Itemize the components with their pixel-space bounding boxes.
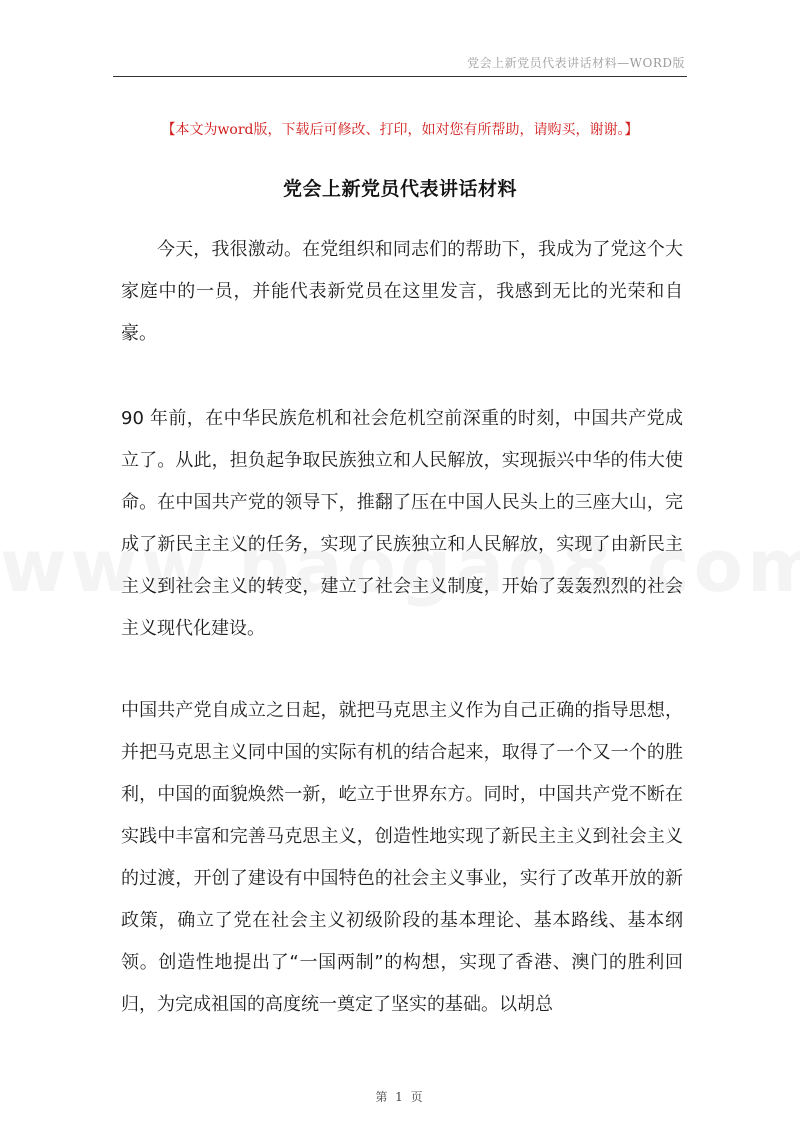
- body-paragraph-1: 今天，我很激动。在党组织和同志们的帮助下，我成为了党这个大家庭中的一员，并能代表新党员在这里发言，我感到无比的光荣和自豪。: [121, 239, 683, 344]
- body-paragraph-3: 中国共产党自成立之日起，就把马克思主义作为自己正确的指导思想，并把马克思主义同中国的实际有机的结合起来，取得了一个又一个的胜利，中国的面貌焕然一新，屹立于世界东方。同时，中国共产党不断在实践中丰富和完善马克思主义，创造性地实现了新民主主义到社会主义的过渡，开创了建设有中国特色的社会主义事业，实行了改革开放的新政策，确立了党在社会主义初级阶段的基本理论、基本路线、基本纲领。创造性地提出了“一国两制”的构想，实现了香港、澳门的胜利回归，为完成祖国的高度统一奠定了坚实的基础。以胡总: [121, 700, 683, 1015]
- download-notice: 【本文为word版，下载后可修改、打印，如对您有所帮助，请购买，谢谢。】: [161, 122, 639, 138]
- page-number: 第 1 页: [375, 1090, 425, 1104]
- header-divider: [113, 76, 687, 77]
- running-header: 党会上新党员代表讲话材料—WORD版: [467, 56, 685, 70]
- document-title: 党会上新党员代表讲话材料: [282, 178, 517, 200]
- body-paragraph-2: 90 年前，在中华民族危机和社会危机空前深重的时刻，中国共产党成立了。从此，担负起争取民族独立和人民解放，实现振兴中华的伟大使命。在中国共产党的领导下，推翻了压在中国人民头上的三座大山，完成了新民主主义的任务，实现了民族独立和人民解放，实现了由新民主主义到社会主义的转变，建立了社会主义制度，开始了轰轰烈烈的社会主义现代化建设。: [121, 408, 683, 639]
